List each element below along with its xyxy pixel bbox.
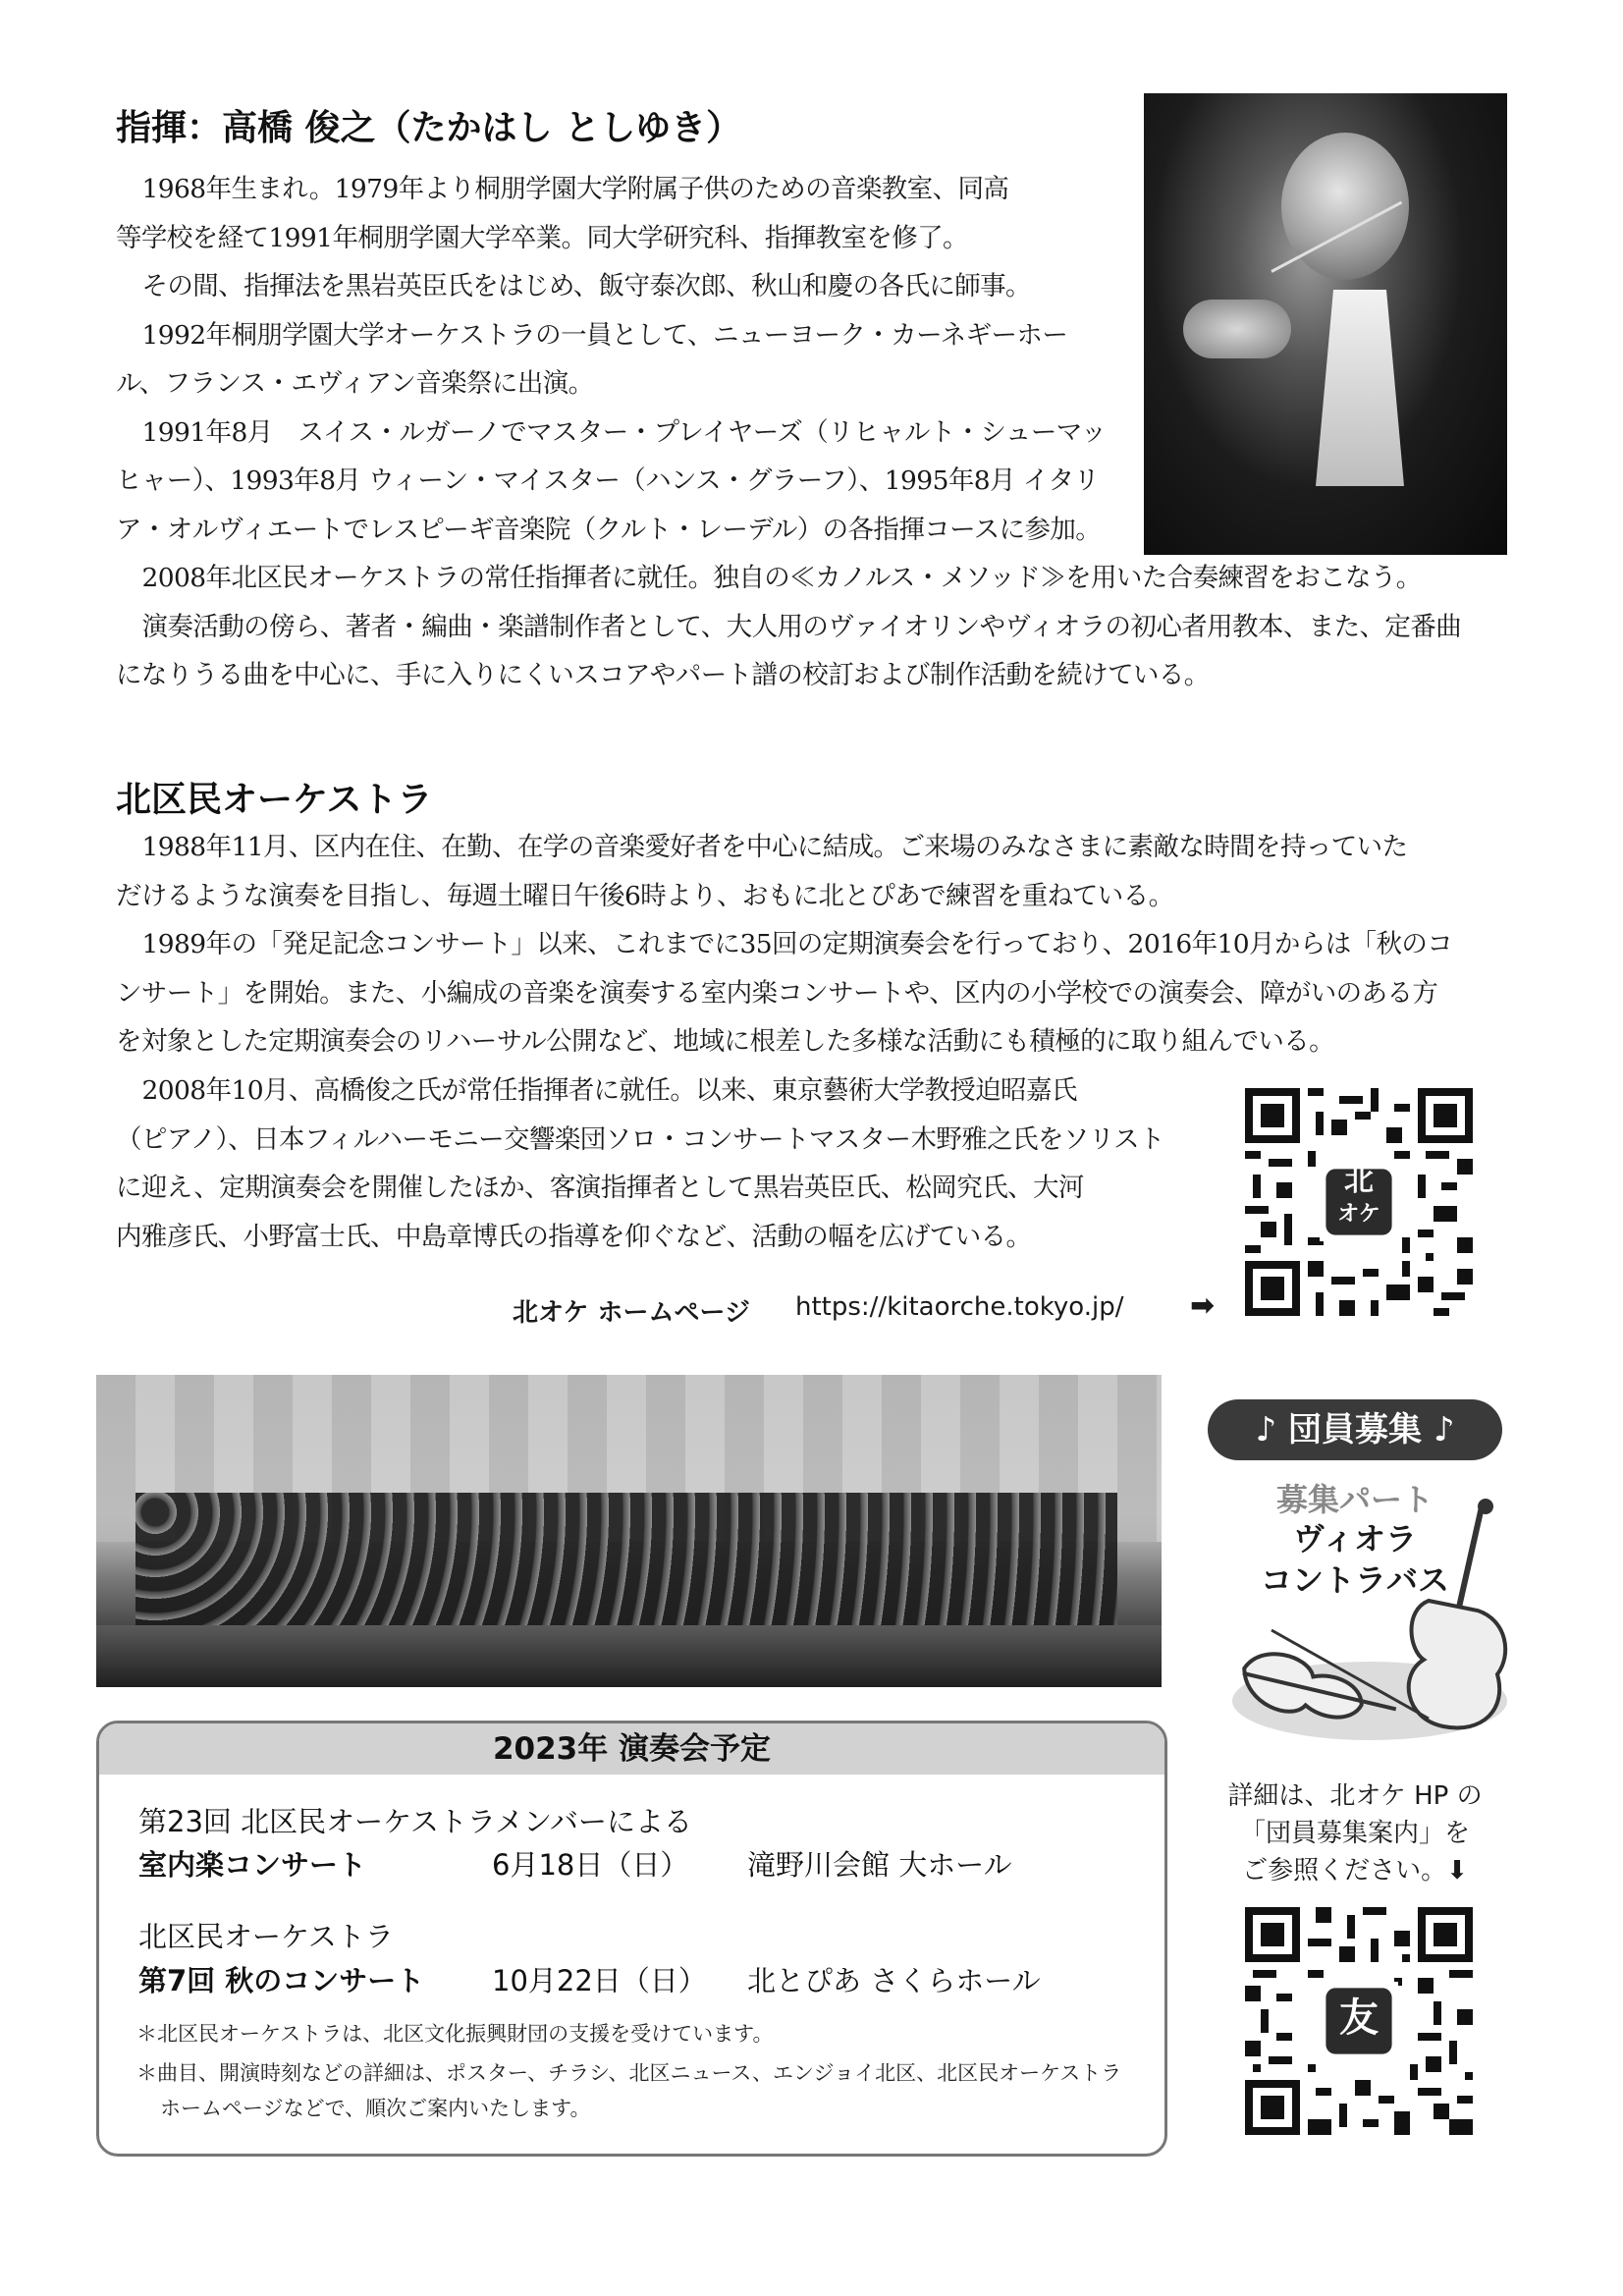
schedule-note: ＊北区民オーケストラは、北区文化振興財団の支援を受けています。	[136, 2022, 774, 2046]
homepage-url[interactable]: https://kitaorche.tokyo.jp/	[795, 1292, 1124, 1322]
instruments-illustration	[1232, 1493, 1527, 1748]
event2-venue: 北とぴあ さくらホール	[747, 1964, 1041, 1997]
event1-subtitle: 第23回 北区民オーケストラメンバーによる	[138, 1805, 693, 1838]
schedule-note: ＊曲目、開演時刻などの詳細は、ポスター、チラシ、北区ニュース、エンジョイ北区、北区民オーケストラ	[136, 2061, 1122, 2085]
recruit-part-viola: ヴィオラ	[1292, 1520, 1418, 1558]
bio-line: ル、フランス・エヴィアン音楽祭に出演。	[116, 368, 594, 399]
recruit-badge: ♪ 団員募集 ♪	[1208, 1399, 1502, 1460]
desc-line: に迎え、定期演奏会を開催したほか、客演指揮者として黒岩英臣氏、松岡究氏、大河	[116, 1173, 1084, 1203]
orchestra-heading: 北区民オーケストラ	[116, 780, 433, 820]
desc-line: 2008年10月、高橋俊之氏が常任指揮者に就任。以来、東京藝術大学教授迫昭嘉氏	[141, 1075, 1077, 1106]
event1-date: 6月18日（日）	[492, 1848, 689, 1882]
bio-line: 等学校を経て1991年桐朋学園大学卒業。同大学研究科、指揮教室を修了。	[116, 222, 968, 253]
orchestra-desc	[116, 823, 1530, 1066]
bio-line: 演奏活動の傍ら、著者・編曲・楽譜制作者として、大人用のヴァイオリンやヴィオラの初心者用教本、また、定番曲	[141, 611, 1462, 642]
desc-line: ンサート」を開始。また、小編成の音楽を演奏する室内楽コンサートや、区内の小学校での演奏会、障がいのある方	[116, 977, 1438, 1009]
schedule-note: ホームページなどで、順次ご案内いたします。	[160, 2097, 591, 2120]
schedule-title: 2023年 演奏会予定	[99, 1723, 1164, 1775]
bio-line: ア・オルヴィエートでレスピーギ音楽院（クルト・レーデル）の各指揮コースに参加。	[116, 514, 1102, 545]
orchestra-desc-2	[116, 1066, 1206, 1261]
bio-line: 2008年北区民オーケストラの常任指揮者に就任。独自の≪カノルス・メソッド≫を用いた合奏練習をおこなう。	[141, 563, 1422, 593]
recruit-details: 詳細は、北オケ HP の 「団員募集案内」を ご参照ください。⬇	[1227, 1781, 1483, 1886]
event1-name: 室内楽コンサート	[138, 1848, 367, 1882]
event2-date: 10月22日（日）	[492, 1964, 707, 1997]
bio-line: 1992年桐朋学園大学オーケストラの一員として、ニューヨーク・カーネギーホー	[141, 319, 1068, 351]
qr-logo: 北 オケ	[1337, 1164, 1380, 1227]
recruit-parts-label: 募集パート	[1275, 1481, 1434, 1518]
event1-venue: 滝野川会館 大ホール	[747, 1848, 1012, 1882]
qr-logo-friend: 友	[1339, 1995, 1379, 2041]
desc-line: （ピアノ）、日本フィルハーモニー交響楽団ソロ・コンサートマスター木野雅之氏をソリスト	[116, 1123, 1164, 1155]
conductor-photo	[1144, 93, 1507, 555]
event2-subtitle: 北区民オーケストラ	[138, 1920, 394, 1953]
bio-line: になりうる曲を中心に、手に入りにくいスコアやパート譜の校訂および制作活動を続けている。	[116, 660, 1210, 690]
desc-line: を対象とした定期演奏会のリハーサル公開など、地域に根差した多様な活動にも積極的に取り組んでいる。	[116, 1026, 1335, 1057]
bio-line: 1968年生まれ。1979年より桐朋学園大学附属子供のための音楽教室、同高	[141, 174, 1009, 204]
recruit-part-contrabass: コントラバス	[1260, 1561, 1449, 1599]
bio-line: その間、指揮法を黒岩英臣氏をはじめ、飯守泰次郎、秋山和慶の各氏に師事。	[141, 271, 1031, 301]
event2-name: 第7回 秋のコンサート	[138, 1964, 425, 1997]
desc-line: 1988年11月、区内在住、在勤、在学の音楽愛好者を中心に結成。ご来場のみなさまに素敵な時間を持っていた	[141, 832, 1408, 862]
schedule-box	[96, 1721, 1167, 2157]
desc-line: 1989年の「発足記念コンサート」以来、これまでに35回の定期演奏会を行っており、2016年10月からは「秋のコ	[141, 929, 1453, 959]
bio-line: ヒャー）、1993年8月 ウィーン・マイスター（ハンス・グラーフ）、1995年8月 イタリ	[116, 465, 1100, 496]
bio-line: 1991年8月 スイス・ルガーノでマスター・プレイヤーズ（リヒャルト・シューマッ	[141, 416, 1107, 448]
orchestra-photo	[96, 1375, 1162, 1687]
desc-line: 内雅彦氏、小野富士氏、中島章博氏の指導を仰ぐなど、活動の幅を広げている。	[116, 1221, 1032, 1252]
desc-line: だけるような演奏を目指し、毎週土曜日午後6時より、おもに北とぴあで練習を重ねている。	[116, 880, 1174, 911]
homepage-label: 北オケ ホームページ	[513, 1298, 751, 1328]
conductor-bio-top	[116, 165, 1137, 554]
conductor-bio-bottom	[116, 554, 1530, 700]
conductor-heading: 指揮：高橋 俊之（たかはし としゆき）	[116, 108, 742, 148]
arrow-right-icon: ➡	[1190, 1288, 1216, 1323]
